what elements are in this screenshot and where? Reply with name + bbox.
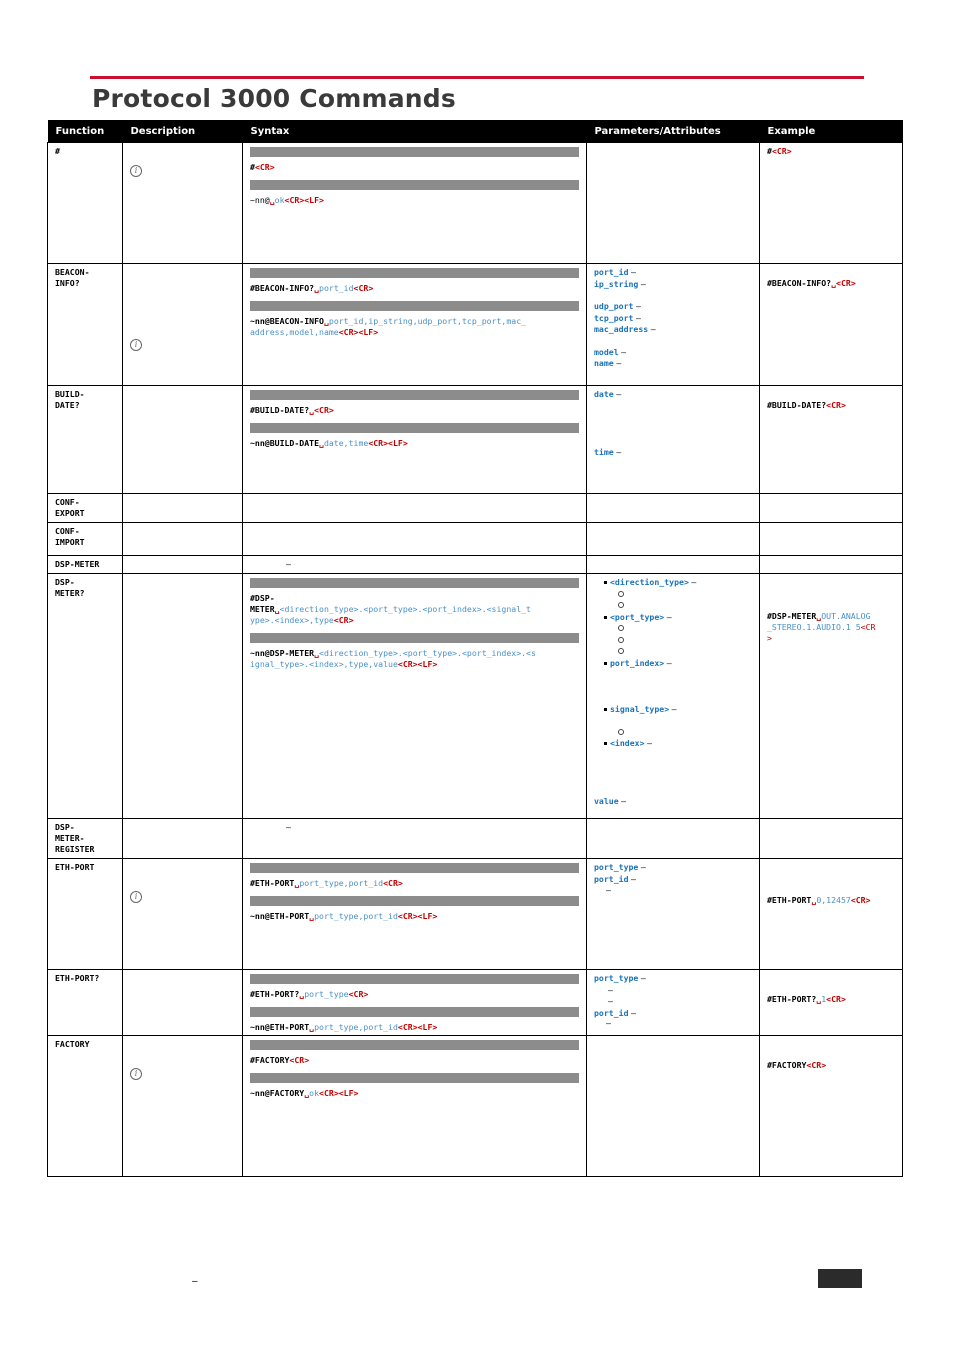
get-syntax: ~nn@ETH-PORT␣port_type,port_id<CR><LF> <box>250 911 438 921</box>
table-header-row <box>48 120 903 143</box>
info-icon: i <box>130 891 142 903</box>
get-syntax: ~nn@ETH-PORT␣port_type,port_id<CR><LF> <box>250 1022 438 1032</box>
set-syntax: #BEACON-INFO?␣port_id<CR> <box>250 283 374 293</box>
function-name: DSP- METER- REGISTER <box>55 822 95 854</box>
param-name: <port_type> <box>610 611 665 622</box>
set-syntax: #ETH-PORT?␣port_type<CR> <box>250 989 369 999</box>
param-name: port_id <box>594 873 629 884</box>
function-name: CONF- IMPORT <box>55 526 85 547</box>
header-description: Description <box>123 120 243 143</box>
param-name: <index> <box>610 738 645 748</box>
param-name: date <box>594 389 614 399</box>
example: #<CR> <box>767 146 792 156</box>
set-label-bar <box>250 390 579 400</box>
example: #BUILD-DATE?<CR> <box>767 400 846 410</box>
param-name: port_index> <box>610 657 665 668</box>
example: #BEACON-INFO?␣<CR> <box>767 278 856 288</box>
syntax-dash: – <box>286 822 291 832</box>
set-label-bar <box>250 147 579 157</box>
set-label-bar <box>250 268 579 278</box>
sub-bullet <box>618 648 624 654</box>
table-row <box>48 494 903 523</box>
param-name: tcp_port <box>594 312 634 323</box>
function-name: DSP- METER? <box>55 577 85 598</box>
info-icon: i <box>130 1068 142 1080</box>
header-syntax: Syntax <box>243 120 587 143</box>
sub-bullet <box>618 591 624 597</box>
get-syntax: ~nn@FACTORY␣ok<CR><LF> <box>250 1088 359 1098</box>
param-name: name <box>594 358 614 368</box>
param-name: port_type <box>594 862 639 872</box>
example: #FACTORY<CR> <box>767 1060 827 1070</box>
set-syntax: #FACTORY<CR> <box>250 1055 310 1065</box>
table-row <box>48 523 903 556</box>
function-name: BUILD- DATE? <box>55 389 85 410</box>
function-name: FACTORY <box>55 1039 90 1049</box>
set-label-bar <box>250 1040 579 1050</box>
set-syntax: #<CR> <box>250 162 275 172</box>
get-syntax: ~nn@DSP-METER␣<direction_type>.<port_type>.<port_index>.<s ignal_type>.<index>,type,value<CR><LF> <box>250 648 536 669</box>
get-label-bar <box>250 896 579 906</box>
get-syntax: ~nn@␣ok<CR><LF> <box>250 195 324 205</box>
table-row: ETH-PORT? #ETH-PORT?␣port_type<CR> ~nn@ETH-PORT␣port_type,port_id<CR><LF> port_type – – – port_id – – #ETH-PORT?␣1<CR> <box>48 970 903 1036</box>
param-name: mac_address <box>594 324 649 334</box>
param-name: value <box>594 795 619 806</box>
param-name: port_id <box>594 267 629 277</box>
function-name: ETH-PORT <box>55 862 95 872</box>
page-number-box <box>818 1269 862 1288</box>
info-icon: i <box>130 339 142 351</box>
commands-table <box>47 120 903 1177</box>
function-name: BEACON- INFO? <box>55 267 90 288</box>
table-row <box>48 556 903 574</box>
title-rule <box>90 76 864 79</box>
get-syntax: ~nn@BEACON-INFO␣port_id,ip_string,udp_port,tcp_port,mac_ address,model,name<CR><LF> <box>250 316 527 337</box>
set-syntax: #ETH-PORT␣port_type,port_id<CR> <box>250 878 403 888</box>
function-name: ETH-PORT? <box>55 973 100 983</box>
set-syntax: #DSP- METER␣<direction_type>.<port_type>.<port_index>.<signal_t ype>.<index>,type<CR> <box>250 593 531 625</box>
get-label-bar <box>250 301 579 311</box>
get-label-bar <box>250 423 579 433</box>
sub-bullet <box>618 637 624 643</box>
example: #DSP-METER␣OUT.ANALOG _STEREO.1.AUDIO.1 5<CR > <box>767 611 876 643</box>
table-row: ETH-PORT i #ETH-PORT␣port_type,port_id<CR> ~nn@ETH-PORT␣port_type,port_id<CR><LF> port_type – port_id – – #ETH-PORT␣0,12457<CR> <box>48 859 903 970</box>
sub-bullet <box>618 625 624 631</box>
sub-bullet <box>618 602 624 608</box>
function-name: # <box>55 146 60 156</box>
info-icon: i <box>130 165 142 177</box>
set-label-bar <box>250 974 579 984</box>
function-name: CONF- EXPORT <box>55 497 85 518</box>
table-row <box>48 143 903 264</box>
header-function: Function <box>48 120 123 143</box>
header-parameters: Parameters/Attributes <box>587 120 760 143</box>
example: #ETH-PORT?␣1<CR> <box>767 994 846 1004</box>
table-row: BUILD- DATE? #BUILD-DATE?␣<CR> ~nn@BUILD-DATE␣date,time<CR><LF> date – time – #BUILD-DATE?<CR> <box>48 386 903 494</box>
param-name: model <box>594 346 619 357</box>
page-title: Protocol 3000 Commands <box>92 84 456 113</box>
param-name: signal_type> <box>610 704 670 714</box>
get-label-bar <box>250 1073 579 1083</box>
param-name: port_id <box>594 1007 629 1018</box>
param-name: port_type <box>594 973 639 983</box>
get-label-bar <box>250 180 579 190</box>
param-name: udp_port <box>594 301 634 311</box>
footer-dash: – <box>192 1276 198 1287</box>
set-label-bar <box>250 863 579 873</box>
param-name: <direction_type> <box>610 577 689 587</box>
table-row: BEACON- INFO? i #BEACON-INFO?␣port_id<CR> ~nn@BEACON-INFO␣port_id,ip_string,udp_port,tcp_port,mac_ address,model,name<CR><LF> port_id – ip_string – udp_port – tcp_port – mac_address – model – name – #BEACON-INFO?␣<CR> <box>48 264 903 386</box>
syntax-dash: – <box>286 559 291 569</box>
set-label-bar <box>250 578 579 588</box>
param-name: time <box>594 446 614 457</box>
sub-bullet <box>618 729 624 735</box>
param-name: ip_string <box>594 278 639 289</box>
table-row <box>48 1036 903 1177</box>
header-example: Example <box>760 120 903 143</box>
example: #ETH-PORT␣0,12457<CR> <box>767 895 871 905</box>
get-label-bar <box>250 633 579 643</box>
set-syntax: #BUILD-DATE?␣<CR> <box>250 405 334 415</box>
function-name: DSP-METER <box>55 559 100 569</box>
table-row: DSP- METER? #DSP- METER␣<direction_type>.<port_type>.<port_index>.<signal_t ype>.<index>,type<CR> ~nn@DSP-METER␣<direction_type>.<port_type>.<port_index>.<s ignal_type>.<index>,type,value<CR><LF> <direction_type> – <port_type> – port_index> – signal_type> – <index> – value – #DSP-METER␣OUT.ANALOG _STEREO.1.AUDIO.1 5<CR > <box>48 574 903 819</box>
table-row <box>48 819 903 859</box>
get-syntax: ~nn@BUILD-DATE␣date,time<CR><LF> <box>250 438 408 448</box>
get-label-bar <box>250 1007 579 1017</box>
